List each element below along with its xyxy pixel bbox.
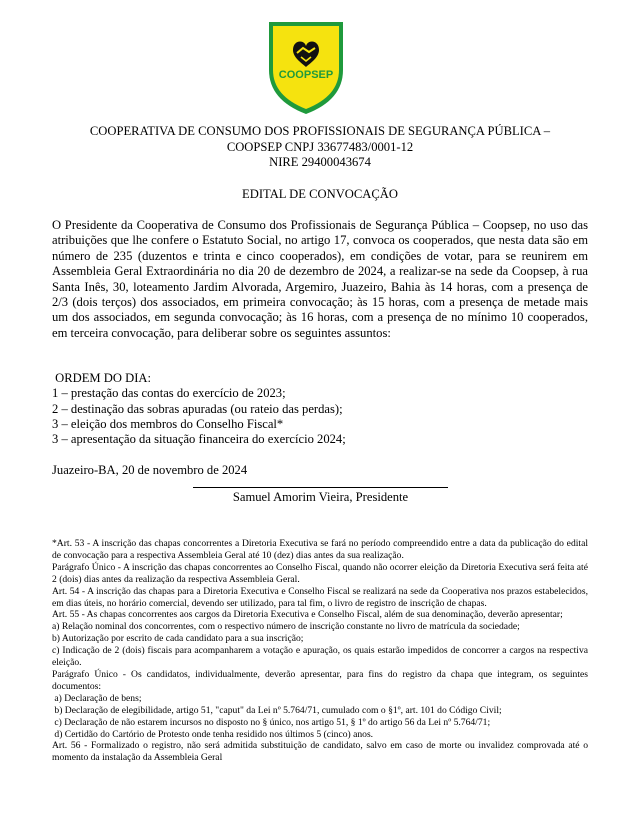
- agenda: [52, 371, 588, 447]
- logo-text: COOPSEP: [278, 69, 334, 81]
- footnote: Art. 54 - A inscrição das chapas para a Diretoria Executiva e Conselho Fiscal se realizará na sede da Cooperativa nos prazos estabelecidos, em dias úteis, no horário comercial, devendo ser utilizado, para tal fim, o livro de registro de inscrição de chapas.: [52, 585, 588, 609]
- footnote: b) Declaração de elegibilidade, artigo 51, "caput" da Lei nº 5.764/71, cumulado com o §1º, art. 101 do Código Civil;: [52, 704, 502, 716]
- coopsep-shield-icon: [265, 18, 347, 116]
- agenda-heading: ORDEM DO DIA:: [52, 371, 151, 385]
- footnote: Parágrafo Único - A inscrição das chapas concorrentes ao Conselho Fiscal, quando não ocorrer eleição da Diretoria Executiva será feita até 2 (dois) dias antes da realização da respectiva Assembleia Geral.: [52, 561, 588, 585]
- footnote: *Art. 53 - A inscrição das chapas concorrentes a Diretoria Executiva se fará no período compreendido entre a data da publicação do edital de convocação para a respectiva Assembleia Geral até 10 (dez) dias antes da sua realização.: [52, 538, 588, 561]
- agenda-item: 3 – eleição dos membros do Conselho Fiscal*: [52, 416, 284, 431]
- footnote: Parágrafo Único - Os candidatos, individualmente, deverão apresentar, para fins do registro da chapa que integram, os seguintes documentos:: [52, 668, 588, 692]
- header-line-2: COOPSEP CNPJ 33677483/0001-12: [226, 139, 414, 154]
- footnote: a) Relação nominal dos concorrentes, com o respectivo número de inscrição constante no livro de matrícula da sociedade;: [52, 621, 520, 633]
- footnote: a) Declaração de bens;: [52, 692, 142, 704]
- signature-name: Samuel Amorim Vieira, Presidente: [232, 490, 409, 504]
- footnote: Art. 55 - As chapas concorrentes aos cargos da Diretoria Executiva e Conselho Fiscal, além de sua denominação, deverão apresentar;: [52, 609, 563, 621]
- header-line-1: COOPERATIVA DE CONSUMO DOS PROFISSIONAIS DE SEGURANÇA PÚBLICA –: [89, 124, 551, 138]
- footnote: Art. 56 - Formalizado o registro, não será admitida substituição de candidato, salvo em caso de morte ou invalidez comprovada até o momento da instalação da Assembleia Geral: [52, 740, 588, 764]
- agenda-item: 1 – prestação das contas do exercício de 2023;: [52, 386, 286, 401]
- date-line: Juazeiro-BA, 20 de novembro de 2024: [52, 463, 248, 477]
- footnote: d) Certidão do Cartório de Protesto onde tenha residido nos últimos 5 (cinco) anos.: [52, 728, 374, 740]
- footnote: c) Declaração de não estarem incursos no disposto no § único, nos artigo 51, § 1º do artigo 56 da Lei nº 5.764/71;: [52, 716, 491, 728]
- agenda-item: 2 – destinação das sobras apuradas (ou rateio das perdas);: [52, 401, 343, 416]
- header: [52, 124, 588, 171]
- agenda-item: 3 – apresentação da situação financeira do exercício 2024;: [52, 432, 346, 447]
- coopsep-logo: [265, 18, 347, 116]
- intro-paragraph: O Presidente da Cooperativa de Consumo dos Profissionais de Segurança Pública – Coopsep, no uso das atribuições que lhe confere o Estatuto Social, no artigo 17, convoca os cooperados, que nesta data são em número de 235 (duzentos e trinta e cinco cooperados), em condições de votar, para se reunirem em Assembleia Geral Extraordinária no dia 20 de dezembro de 2024, a realizar-se na sede da Coopsep, à rua Santa Inês, 30, loteamento Jardim Alvorada, Argemiro, Juazeiro, Bahia às 14 horas, com a presença de 2/3 (dois terços) dos associados, em primeira convocação; às 15 horas, com a presença de metade mais um dos associados, em segunda convocação; às 16 horas, com a presença de no mínimo 10 cooperados, em terceira convocação, para deliberar sobre os seguintes assuntos:: [52, 218, 588, 340]
- footnote: c) Indicação de 2 (dois) fiscais para acompanharem a votação e apuração, os quais estarão impedidos de concorrer a cargos na respectiva eleição.: [52, 645, 588, 669]
- document-title: EDITAL DE CONVOCAÇÃO: [242, 187, 398, 201]
- footnotes: [52, 538, 588, 764]
- header-line-3: NIRE 29400043674: [269, 155, 371, 169]
- signature-line: [193, 487, 448, 488]
- footnote: b) Autorização por escrito de cada candidato para a sua inscrição;: [52, 633, 304, 645]
